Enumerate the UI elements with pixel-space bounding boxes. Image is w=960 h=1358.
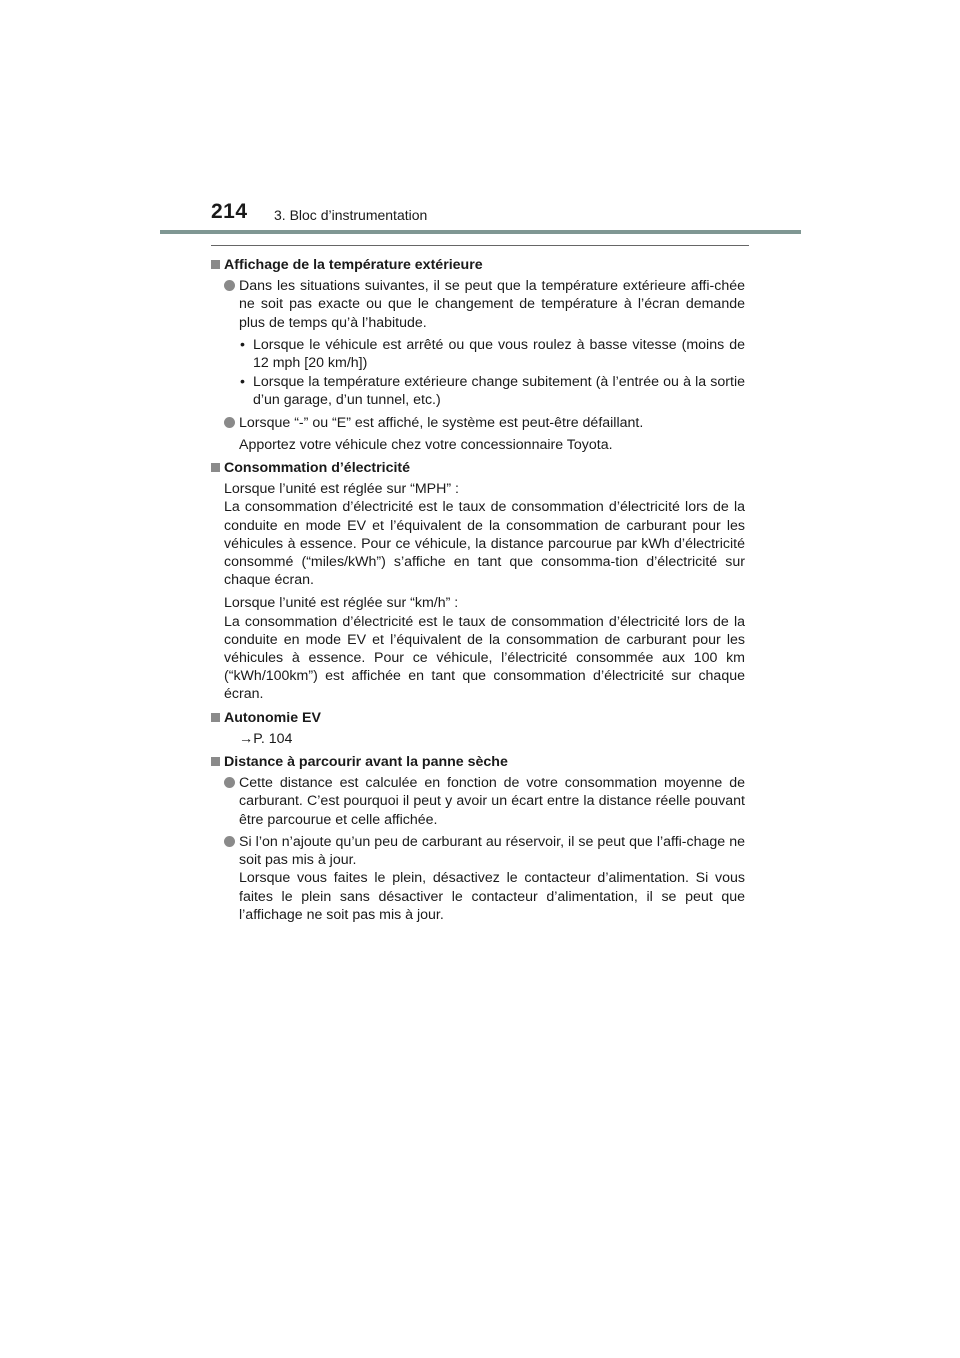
section-distance-to-empty [211, 753, 745, 924]
section-heading-text: Affichage de la température extérieure [224, 257, 483, 273]
square-marker-icon [211, 757, 220, 766]
page-reference: →P. 104 [239, 730, 293, 747]
sub-list [239, 336, 745, 410]
bullet-text: Si l’on n’ajoute qu’un peu de carburant au réservoir, il se peut que l’affi-chage ne soit pas mis à jour. [239, 833, 745, 869]
sub-list-item [239, 373, 745, 409]
circle-marker-icon [224, 280, 235, 291]
bullet-item [211, 277, 745, 332]
square-marker-icon [211, 260, 220, 269]
page-header [0, 0, 960, 240]
circle-marker-icon [224, 777, 235, 788]
circle-marker-icon [224, 836, 235, 847]
dot-marker: • [240, 374, 245, 391]
section-electricity-consumption [211, 459, 745, 704]
bullet-item [211, 774, 745, 829]
section-ev-range [211, 709, 745, 748]
bullet-continuation: Apportez votre véhicule chez votre concessionnaire Toyota. [239, 436, 613, 453]
section-outside-temperature [211, 256, 745, 454]
paragraph-mph [211, 480, 745, 589]
bullet-item [211, 833, 745, 924]
page-content [211, 256, 745, 929]
paragraph-intro: Lorsque l’unité est réglée sur “km/h” : [224, 595, 459, 612]
section-heading [211, 709, 745, 727]
section-heading-text: Autonomie EV [224, 709, 321, 726]
header-divider-bar [160, 230, 801, 234]
section-heading [211, 753, 745, 771]
paragraph-intro: Lorsque l’unité est réglée sur “MPH” : [224, 481, 459, 498]
section-heading [211, 459, 745, 477]
sub-list-text: Lorsque la température extérieure change subitement (à l’entrée ou à la sortie d’un garage, d’un tunnel, etc.) [253, 374, 745, 409]
section-top-rule [211, 245, 749, 246]
square-marker-icon [211, 463, 220, 472]
paragraph-body: La consommation d’électricité est le taux de consommation d’électricité lors de la conduite en mode EV et l’équivalent de la consommation de carburant pour les véhicules à essence. Pour ce véhicule, la distance parcourue par kWh d’électricité consommé (“miles/kWh”) s’affiche en tant que consomma-tion d’électricité sur chaque écran. [224, 499, 745, 589]
bullet-text: Cette distance est calculée en fonction de votre consommation moyenne de carburant. C’est pourquoi il peut y avoir un écart entre la distance réelle pouvant être parcourue et celle affichée. [239, 775, 745, 828]
paragraph-kmh [211, 594, 745, 703]
section-heading [211, 256, 745, 274]
chapter-title: 3. Bloc d’instrumentation [274, 207, 428, 223]
bullet-text: Dans les situations suivantes, il se peut que la température extérieure affi-chée ne soit pas exacte ou que le changement de température à l’écran demande plus de temps qu’à l’habitude. [239, 278, 745, 331]
circle-marker-icon [224, 417, 235, 428]
dot-marker: • [240, 336, 245, 353]
page-number: 214 [211, 200, 248, 223]
square-marker-icon [211, 713, 220, 722]
sub-list-item [239, 336, 745, 372]
paragraph-body: La consommation d’électricité est le taux de consommation d’électricité lors de la conduite en mode EV et l’équivalent de la consommation de carburant pour les véhicules à essence. Pour ce véhicule, l’électricité consommée aux 100 km (“kWh/100km”) est affichée en tant que consommation d’électricité sur chaque écran. [224, 613, 745, 703]
section-heading-text: Distance à parcourir avant la panne sèche [224, 754, 508, 771]
sub-list-text: Lorsque le véhicule est arrêté ou que vous roulez à basse vitesse (moins de 12 mph [20 km/h]) [253, 336, 745, 372]
section-heading-text: Consommation d’électricité [224, 460, 411, 477]
bullet-text: Lorsque vous faites le plein, désactivez le contacteur d’alimentation. Si vous faites le plein sans désactiver le contacteur d’alimentation, il se peut que l’affichage ne soit pas mis à jour. [239, 870, 745, 923]
bullet-item [211, 414, 745, 432]
bullet-text: Lorsque “-” ou “E” est affiché, le système est peut-être défaillant. [239, 414, 644, 431]
